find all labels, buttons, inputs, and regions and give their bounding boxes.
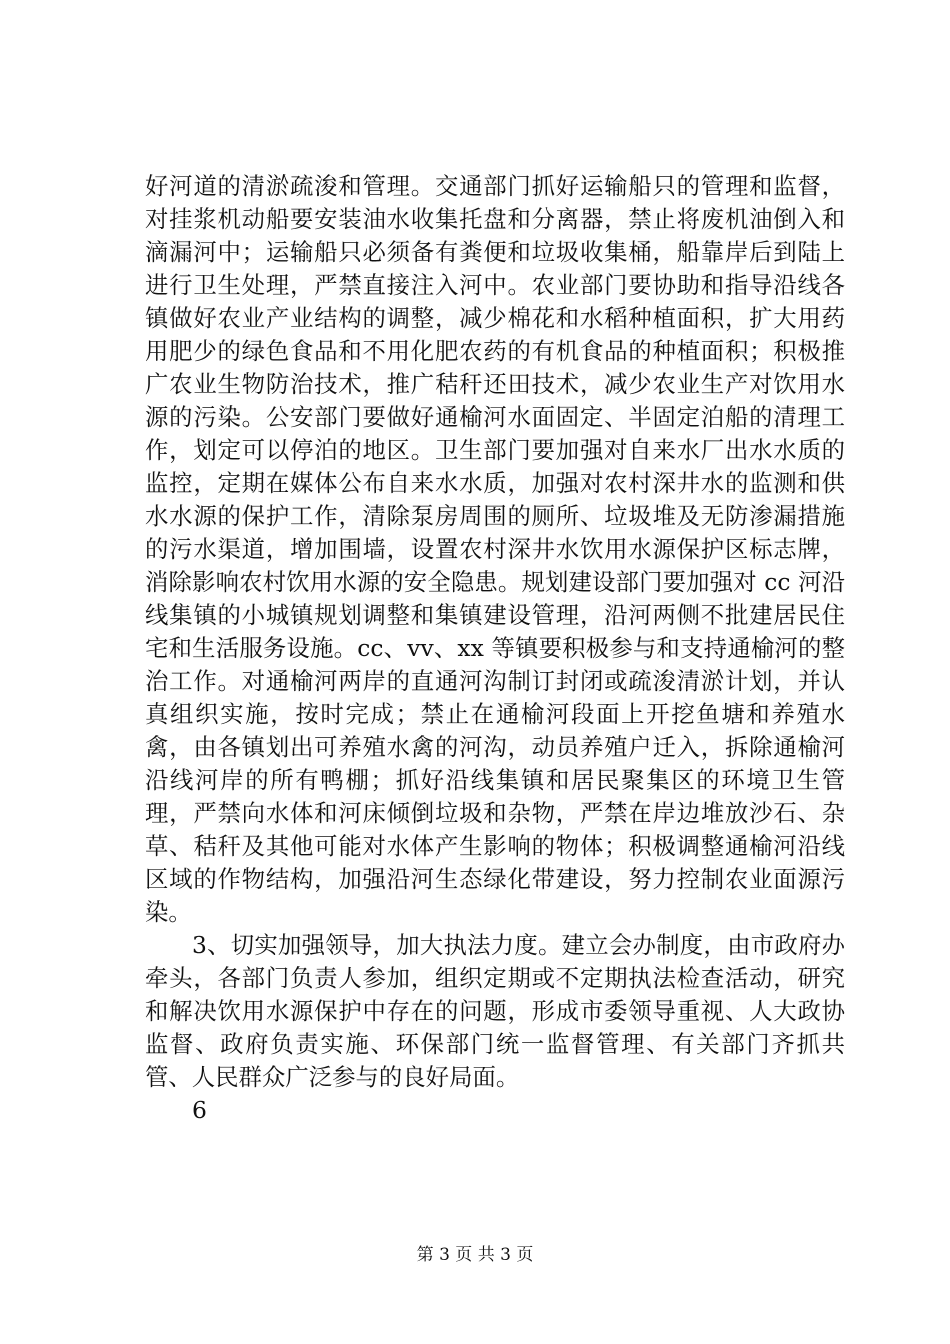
paragraph-section-3: 3、切实加强领导，加大执法力度。建立会办制度，由市政府办牵头，各部门负责人参加，组织定期或不定期执法检查活动，研究和解决饮用水源保护中存在的问题，形成市委领导重视、人大政协监督、政府负责实施、环保部门统一监督管理、有关部门齐抓共管、人民群众广泛参与的良好局面。	[145, 931, 845, 1091]
paragraph-number: 6	[192, 1096, 207, 1124]
page-footer: 第 3 页 共 3 页	[416, 1245, 534, 1265]
document-body	[145, 170, 845, 1127]
paragraph-continuation: 好河道的清淤疏浚和管理。交通部门抓好运输船只的管理和监督，对挂浆机动船要安装油水收集托盘和分离器，禁止将废机油倒入和滴漏河中；运输船只必须备有粪便和垃圾收集桶，船靠岸后到陆上进行卫生处理，严禁直接注入河中。农业部门要协助和指导沿线各镇做好农业产业结构的调整，减少棉花和水稻种植面积，扩大用药用肥少的绿色食品和不用化肥农药的有机食品的种植面积；积极推广农业生物防治技术，推广秸秆还田技术，减少农业生产对饮用水源的污染。公安部门要做好通榆河水面固定、半固定泊船的清理工作，划定可以停泊的地区。卫生部门要加强对自来水厂出水水质的监控，定期在媒体公布自来水水质，加强对农村深井水的监测和供水水源的保护工作，清除泵房周围的厕所、垃圾堆及无防渗漏措施的污水渠道，增加围墙，设置农村深井水饮用水源保护区标志牌，消除影响农村饮用水源的安全隐患。规划建设部门要加强对 cc 河沿线集镇的小城镇规划调整和集镇建设管理，沿河两侧不批建居民住宅和生活服务设施。cc、vv、xx 等镇要积极参与和支持通榆河的整治工作。对通榆河两岸的直通河沟制订封闭或疏浚清淤计划，并认真组织实施，按时完成；禁止在通榆河段面上开挖鱼塘和养殖水禽，由各镇划出可养殖水禽的河沟，动员养殖户迁入，拆除通榆河沿线河岸的所有鸭棚；抓好沿线集镇和居民聚集区的环境卫生管理，严禁向水体和河床倾倒垃圾和杂物，严禁在岸边堆放沙石、杂草、秸秆及其他可能对水体产生影响的物体；积极调整通榆河沿线区域的作物结构，加强沿河生态绿化带建设，努力控制农业面源污染。	[145, 172, 845, 926]
